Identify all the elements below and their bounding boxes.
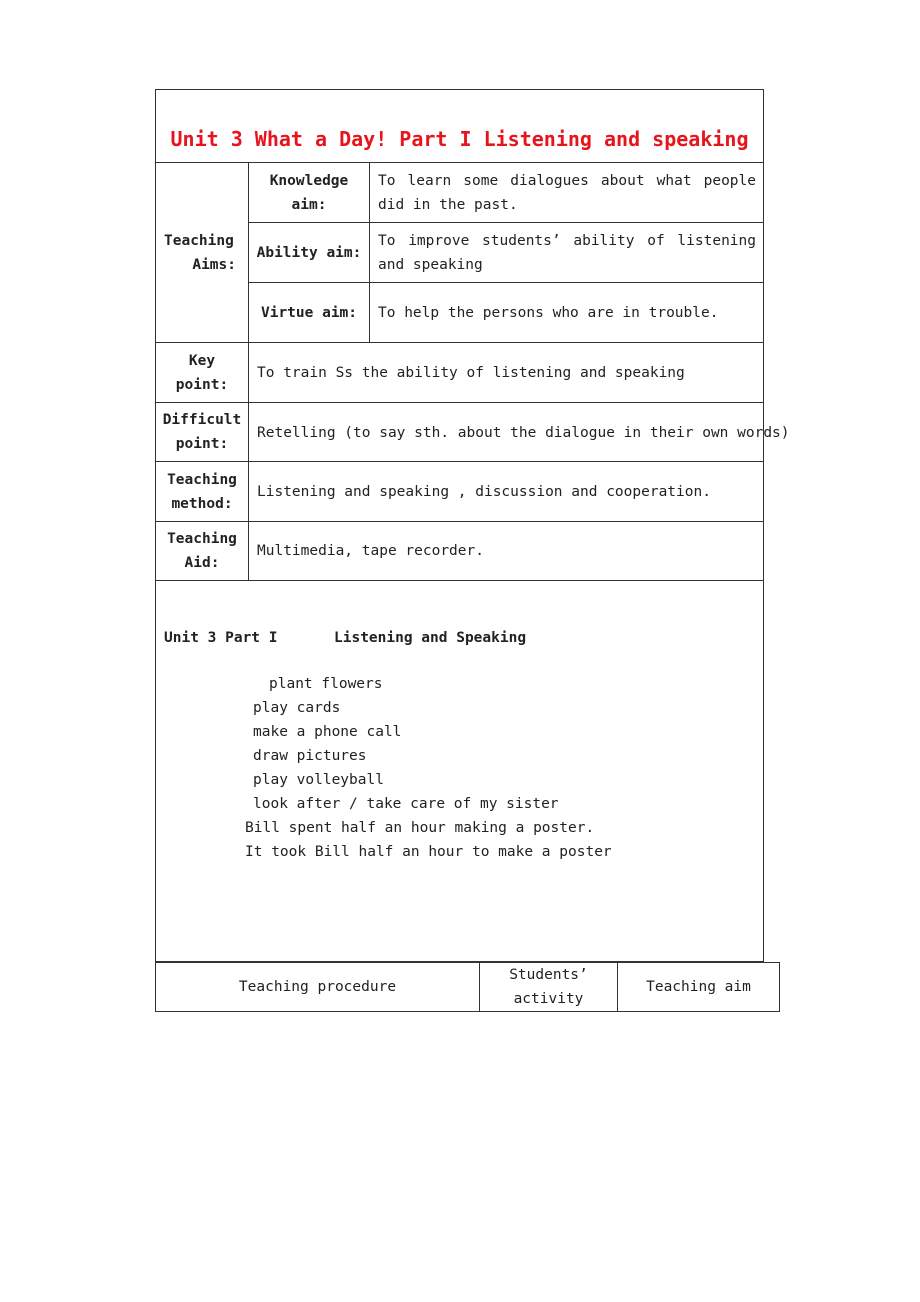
ability-aim-text: To improve students’ ability of listening and speaking <box>378 233 756 273</box>
key-point-text: To train Ss the ability of listening and speaking <box>257 365 685 381</box>
teaching-method-text: Listening and speaking , discussion and cooperation. <box>257 484 711 500</box>
teaching-aid-text: Multimedia, tape recorder. <box>257 543 484 559</box>
board-line: make a phone call <box>253 724 402 740</box>
virtue-aim-label: Virtue aim: <box>260 305 358 321</box>
board-heading-unit: Unit 3 Part I <box>164 630 278 646</box>
difficult-point-text: Retelling (to say sth. about the dialogue in their own words) <box>257 425 790 441</box>
board-line: play cards <box>253 700 341 716</box>
board-line: plant flowers <box>269 676 383 692</box>
knowledge-aim-text: To learn some dialogues about what people did in the past. <box>378 173 756 213</box>
difficult-point-label: Difficult point: <box>162 412 242 452</box>
board-line: draw pictures <box>253 748 367 764</box>
teaching-aid-label: Teaching Aid: <box>167 531 237 571</box>
teaching-aims-label: Teaching Aims: <box>164 233 236 273</box>
ability-aim-label: Ability aim: <box>256 245 362 261</box>
board-line: Bill spent half an hour making a poster. <box>245 820 595 836</box>
procedure-col-students-activity: Students’ activity <box>509 967 588 1007</box>
page-title: Unit 3 What a Day! Part I Listening and speaking <box>170 127 749 151</box>
virtue-aim-text: To help the persons who are in trouble. <box>378 305 719 321</box>
board-line: play volleyball <box>253 772 384 788</box>
key-point-label: Key point: <box>175 353 229 393</box>
knowledge-aim-label: Knowledge aim: <box>269 173 349 213</box>
teaching-method-label: Teaching method: <box>167 472 237 512</box>
board-line: It took Bill half an hour to make a poster <box>245 844 612 860</box>
board-line: look after / take care of my sister <box>253 796 559 812</box>
board-heading-topic: Listening and Speaking <box>334 630 527 646</box>
procedure-col-teaching-aim: Teaching aim <box>646 979 751 995</box>
procedure-col-teaching-procedure: Teaching procedure <box>238 979 397 995</box>
